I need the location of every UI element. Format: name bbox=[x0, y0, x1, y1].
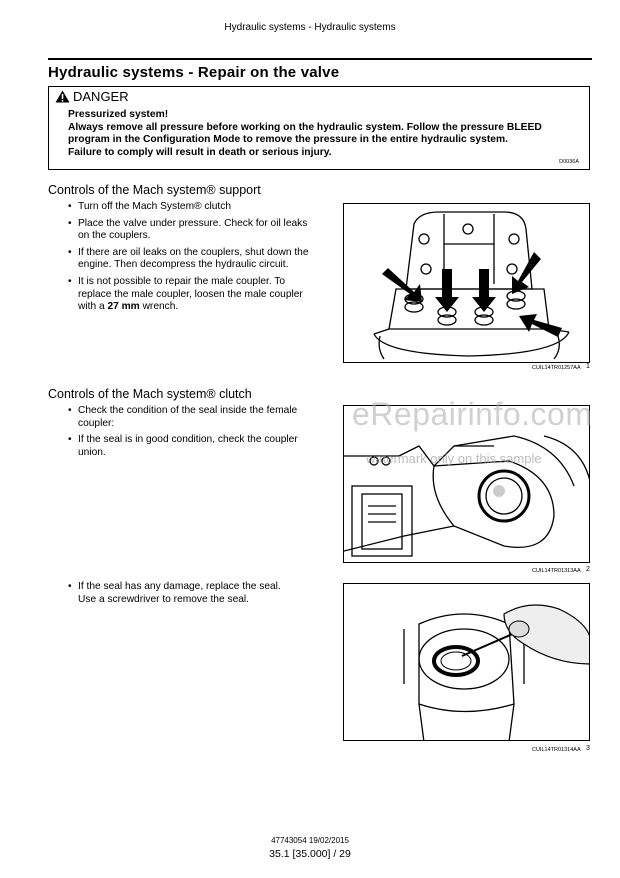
warning-triangle-icon bbox=[55, 90, 70, 103]
figure-3-caption: CUIL14TR01314AA bbox=[532, 747, 581, 753]
danger-label: DANGER bbox=[73, 89, 129, 104]
danger-line: Failure to comply will result in death or serious injury. bbox=[68, 146, 332, 158]
list-item: • If the seal has any damage, replace the seal. bbox=[66, 581, 312, 594]
figure-2-caption: CUIL14TR01313AA bbox=[532, 568, 581, 574]
danger-box bbox=[48, 86, 590, 170]
list-item: • If the seal is in good condition, check the coupler union. bbox=[66, 434, 312, 459]
footer-page-number: 35.1 [35.000] / 29 bbox=[269, 848, 351, 860]
list-item bbox=[66, 276, 312, 314]
step-text: It is not possible to repair the male coupler. To replace the male coupler, loosen the male coupler with a bbox=[78, 275, 303, 313]
danger-text bbox=[68, 109, 578, 159]
figure-valve-couplers bbox=[343, 203, 590, 363]
list-item: • If there are oil leaks on the couplers, shut down the engine. Then decompress the hydraulic circuit. bbox=[66, 247, 312, 272]
list-item: • Turn off the Mach System® clutch bbox=[66, 201, 312, 214]
support-steps bbox=[66, 201, 312, 318]
watermark-text: eRepairinfo.com bbox=[352, 396, 593, 432]
list-item: Use a screwdriver to remove the seal. bbox=[78, 593, 249, 605]
figure-1-caption: CUIL14TR01257AA bbox=[532, 365, 581, 371]
list-item: • Place the valve under pressure. Check for oil leaks on the couplers. bbox=[66, 218, 312, 243]
footer-document-number: 47743054 19/02/2015 bbox=[271, 836, 349, 845]
figure-2-number: 2 bbox=[586, 566, 590, 573]
step-suffix: wrench. bbox=[139, 301, 179, 313]
section-heading-clutch: Controls of the Mach system® clutch bbox=[48, 387, 252, 401]
danger-heading bbox=[55, 89, 129, 104]
figure-1-number: 1 bbox=[586, 363, 590, 370]
danger-line: program in the Configuration Mode to remove the pressure in the entire hydraulic system. bbox=[68, 134, 508, 145]
figure-seal-removal bbox=[343, 583, 590, 741]
clutch-steps bbox=[66, 405, 312, 463]
list-item: • Check the condition of the seal inside the female coupler: bbox=[66, 405, 312, 430]
replace-seal-steps bbox=[66, 581, 312, 610]
seal-removal-illustration bbox=[344, 584, 590, 741]
watermark-subtext: watermark only on this sample bbox=[366, 451, 542, 466]
danger-code: D0036A bbox=[559, 159, 579, 165]
running-header: Hydraulic systems - Hydraulic systems bbox=[224, 22, 396, 33]
danger-line: Always remove all pressure before working on the hydraulic system. Follow the pressure BLEED bbox=[68, 121, 542, 133]
wrench-size: 27 mm bbox=[107, 301, 140, 313]
figure-3-number: 3 bbox=[586, 745, 590, 752]
page-title: Hydraulic systems - Repair on the valve bbox=[48, 64, 340, 81]
valve-couplers-illustration bbox=[344, 204, 590, 363]
section-heading-support: Controls of the Mach system® support bbox=[48, 183, 261, 197]
danger-line: Pressurized system! bbox=[68, 109, 169, 120]
title-rule bbox=[48, 58, 592, 60]
